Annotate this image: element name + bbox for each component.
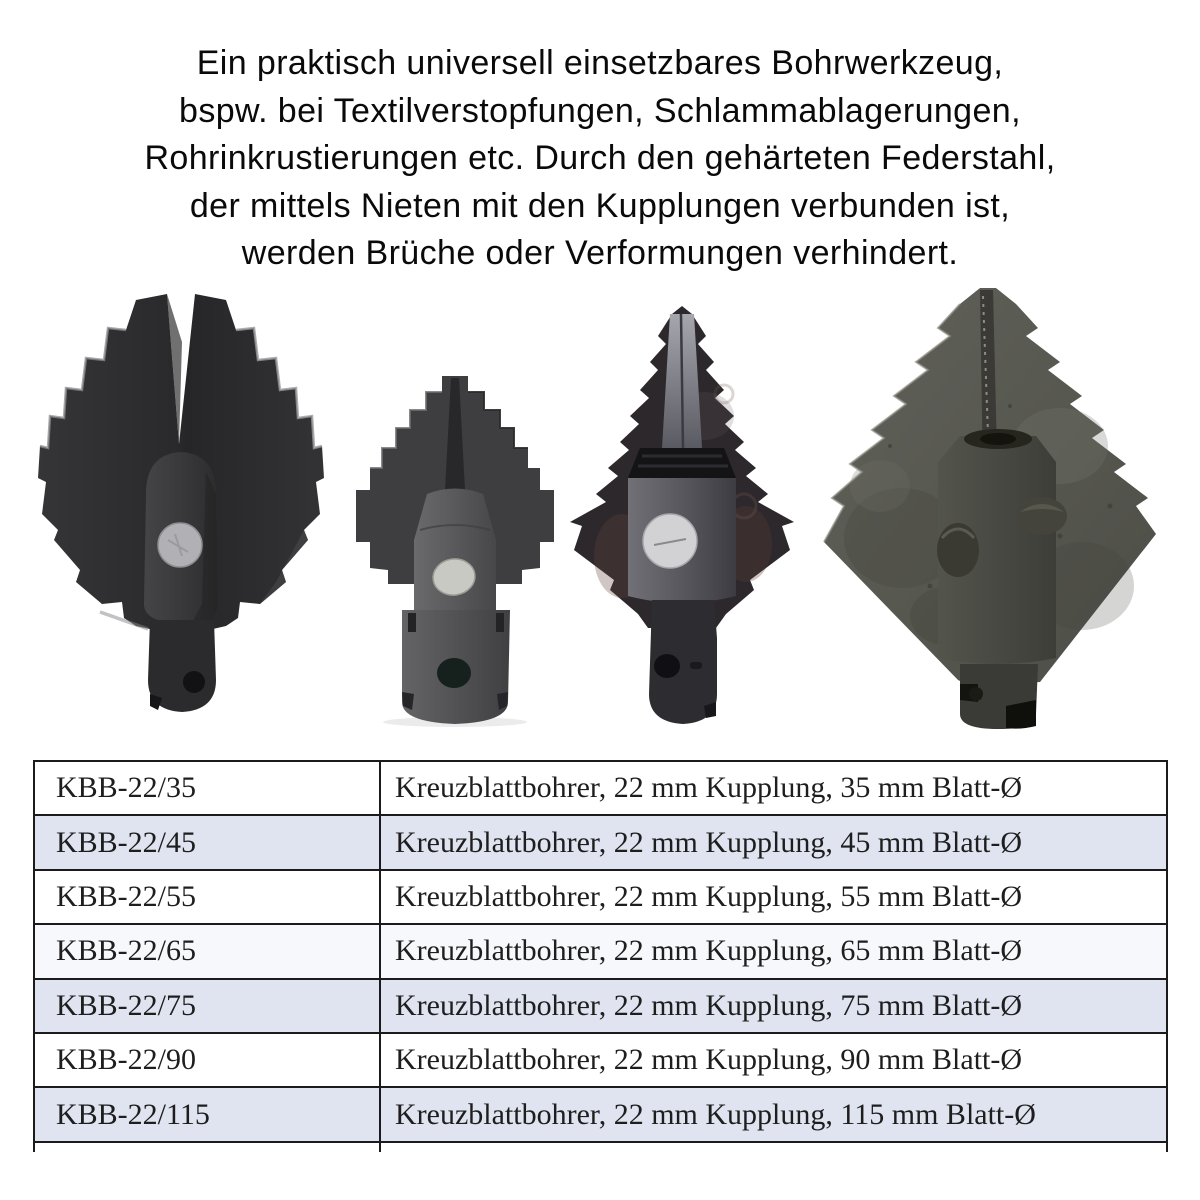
table-row	[35, 1034, 1166, 1088]
kreuzblattbohrer-rear-angled-view	[554, 298, 812, 732]
product-code: KBB-22/75	[35, 980, 381, 1032]
shaft-hole	[183, 671, 205, 693]
product-description: Kreuzblattbohrer, 22 mm Kupplung, 115 mm Blatt-Ø	[395, 1097, 1036, 1131]
product-description: Kreuzblattbohrer, 22 mm Kupplung, 75 mm Blatt-Ø	[395, 988, 1023, 1022]
kreuzblattbohrer-side-view	[810, 286, 1172, 730]
intro-line-1: Ein praktisch universell einsetzbares Bohrwerkzeug,	[196, 44, 1004, 82]
coupling	[414, 489, 496, 616]
rivet-left	[937, 523, 979, 577]
product-description: Kreuzblattbohrer, 22 mm Kupplung, 45 mm Blatt-Ø	[395, 825, 1023, 859]
product-code: KBB-22/115	[35, 1088, 381, 1140]
product-description: Kreuzblattbohrer, 22 mm Kupplung, 55 mm Blatt-Ø	[395, 879, 1023, 913]
product-table	[33, 760, 1168, 1152]
table-cutoff-cell	[35, 1143, 381, 1152]
rivet	[158, 523, 202, 567]
product-code: KBB-22/65	[35, 925, 381, 977]
product-code: KBB-22/90	[35, 1034, 381, 1086]
table-row	[35, 762, 1166, 816]
shaft-hole	[437, 658, 471, 688]
product-photo-3	[554, 298, 812, 732]
product-photo-2	[350, 370, 568, 728]
product-code: KBB-22/55	[35, 871, 381, 923]
table-cutoff-row	[35, 1143, 1166, 1152]
table-row	[35, 925, 1166, 979]
coupling	[628, 448, 736, 603]
coupling	[144, 452, 218, 624]
kreuzblattbohrer-angled-open-view	[30, 282, 335, 720]
table-row	[35, 871, 1166, 925]
rivet-right	[1017, 497, 1067, 535]
product-photo-4	[810, 286, 1172, 730]
intro-line-5: werden Brüche oder Verformungen verhindert.	[241, 234, 959, 272]
shaft	[649, 600, 717, 724]
product-description: Kreuzblattbohrer, 22 mm Kupplung, 35 mm Blatt-Ø	[395, 771, 1023, 805]
intro-line-2: bspw. bei Textilverstopfungen, Schlammablagerungen,	[179, 91, 1021, 130]
shaft-hole	[654, 654, 680, 678]
product-description: Kreuzblattbohrer, 22 mm Kupplung, 65 mm Blatt-Ø	[395, 934, 1023, 968]
product-description: Kreuzblattbohrer, 22 mm Kupplung, 90 mm Blatt-Ø	[395, 1043, 1023, 1077]
product-code: KBB-22/45	[35, 816, 381, 868]
table-row	[35, 980, 1166, 1034]
intro-line-4: der mittels Nieten mit den Kupplungen verbunden ist,	[189, 186, 1011, 225]
shaft	[402, 610, 510, 724]
table-row	[35, 816, 1166, 870]
coupling	[937, 429, 1067, 664]
shaft	[960, 664, 1038, 729]
intro-line-3: Rohrinkrustierungen etc. Durch den gehärteten Federstahl,	[144, 139, 1056, 177]
shaft	[148, 620, 216, 712]
product-photo-1	[30, 282, 335, 720]
kreuzblattbohrer-front-view	[350, 370, 568, 728]
product-code: KBB-22/35	[35, 762, 381, 814]
table-row	[35, 1088, 1166, 1142]
intro-paragraph	[0, 40, 1200, 278]
